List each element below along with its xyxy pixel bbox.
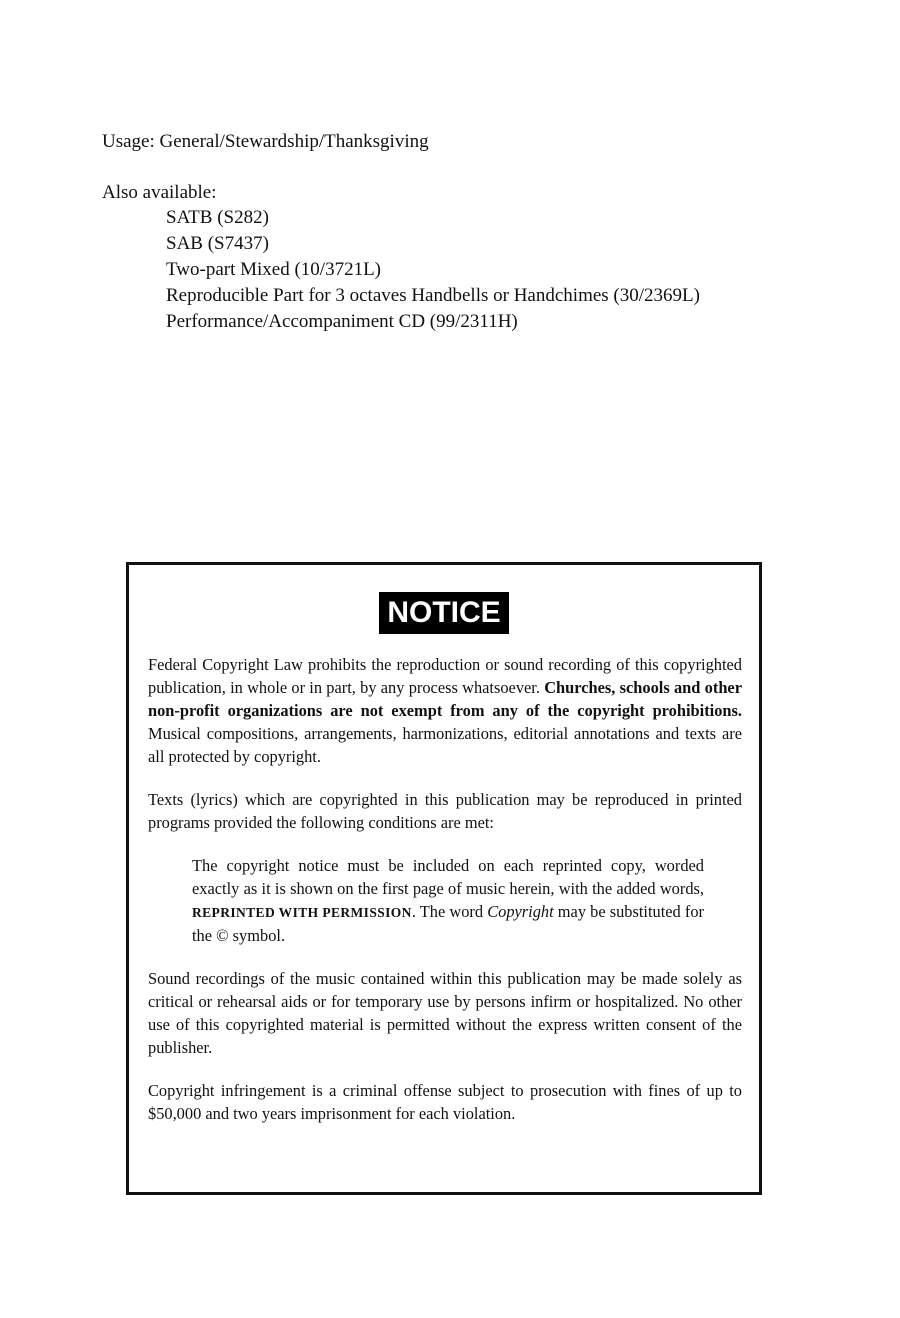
also-available-item-sab: SAB (S7437) <box>166 233 269 254</box>
also-available-item-cd: Performance/Accompaniment CD (99/2311H) <box>166 311 518 332</box>
notice-p3-italic: Copyright <box>487 902 554 921</box>
notice-body <box>148 653 742 1145</box>
also-available-item-handbells: Reproducible Part for 3 octaves Handbells or Handchimes (30/2369L) <box>166 285 700 306</box>
also-available-list <box>166 205 700 335</box>
usage-line: Usage: General/Stewardship/Thanksgiving <box>102 131 429 152</box>
notice-paragraph-texts: Texts (lyrics) which are copyrighted in this publication may be reproduced in printed programs provided the following conditions are met: <box>148 790 742 832</box>
notice-title: NOTICE <box>379 592 508 634</box>
notice-p3-text-c: may be substituted for the © symbol. <box>192 902 704 945</box>
copyright-notice-box <box>126 562 762 1195</box>
notice-paragraph-recordings: Sound recordings of the music contained within this publication may be made solely as critical or rehearsal aids or for temporary use by persons infirm or hospitalized. No other use of this copyrighted material is permitted without the express written consent of the publisher. <box>148 969 742 1057</box>
notice-paragraph-infringement: Copyright infringement is a criminal offense subject to prosecution with fines of up to $50,000 and two years imprisonment for each violation. <box>148 1081 742 1123</box>
also-available-item-two-part: Two-part Mixed (10/3721L) <box>166 259 382 280</box>
notice-p1-text-a: Federal Copyright Law prohibits the reproduction or sound recording of this copyrighted publication, in whole or in part, by any process whatsoever. <box>148 655 742 697</box>
notice-p1-text-b: Musical compositions, arrangements, harmonizations, editorial annotations and texts are all protected by copyright. <box>148 724 742 766</box>
notice-paragraph-conditions <box>192 854 704 947</box>
also-available-heading: Also available: <box>102 182 217 203</box>
notice-p3-smallcaps: REPRINTED WITH PERMISSION <box>192 905 412 920</box>
also-available-item-satb: SATB (S282) <box>166 207 269 228</box>
notice-p1-bold: Churches, schools and other non-profit organizations are not exempt from any of the copyright prohibitions. <box>148 678 742 720</box>
notice-p3-text-a: The copyright notice must be included on each reprinted copy, worded exactly as it is shown on the first page of music herein, with the added words, <box>192 856 704 898</box>
notice-paragraph-federal-law <box>148 653 742 768</box>
notice-title-wrap <box>129 592 759 634</box>
notice-p3-text-b: . The word <box>411 902 484 921</box>
